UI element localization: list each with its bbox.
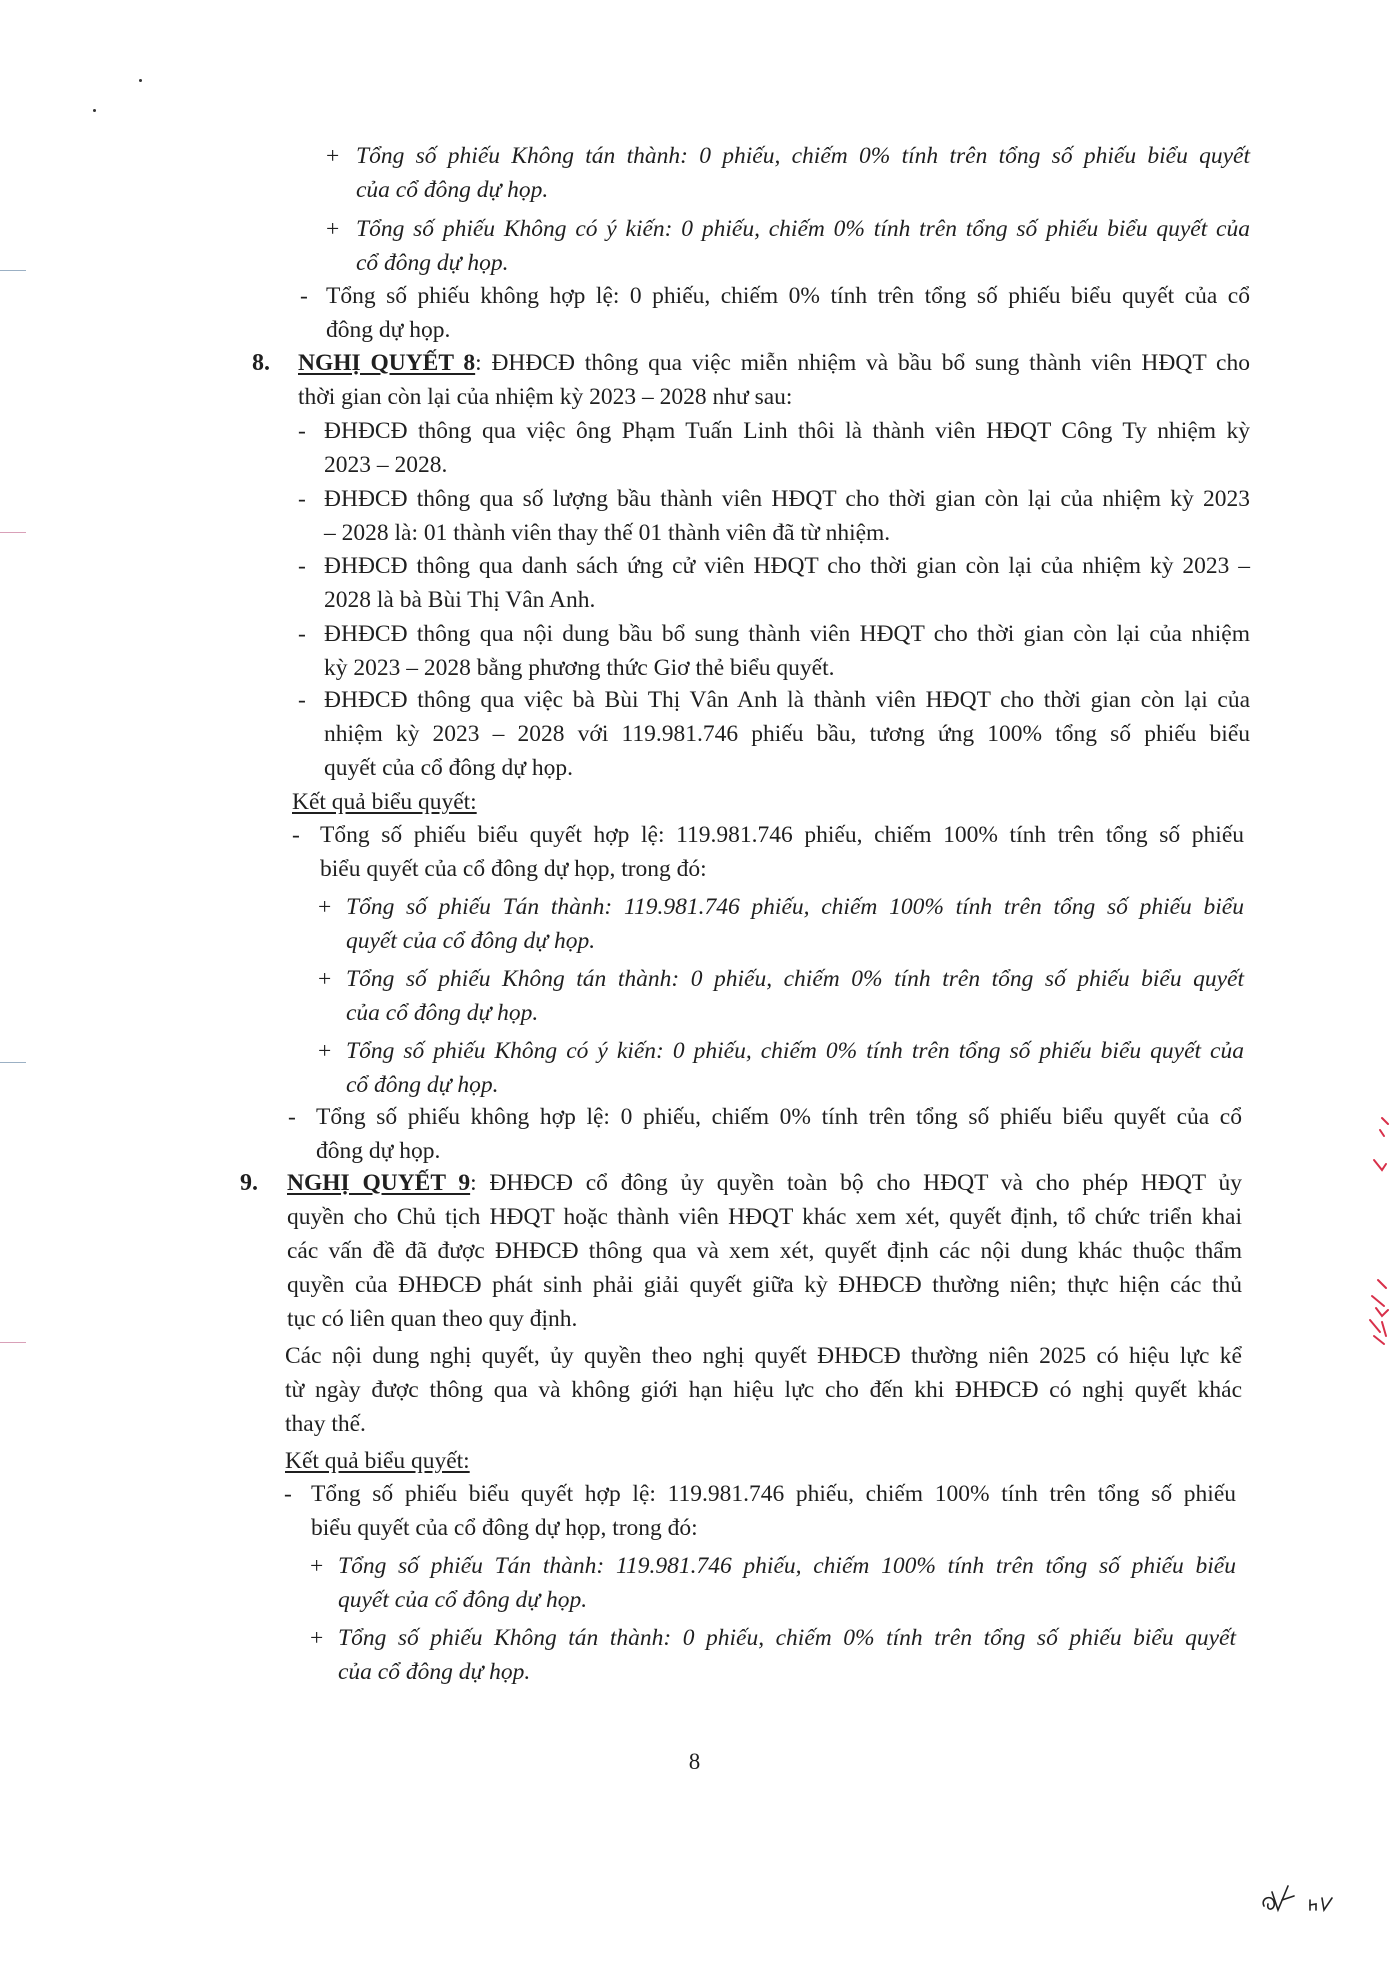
- binder-edge-mark: [0, 1342, 26, 1343]
- text-line: cổ đông dự họp.: [356, 250, 509, 276]
- text-line: – 2028 là: 01 thành viên thay thế 01 thành viên đã từ nhiệm.: [324, 520, 891, 546]
- text-line: Tổng số phiếu Tán thành: 119.981.746 phiếu, chiếm 100% tính trên tổng số phiếu biểu: [346, 894, 1244, 920]
- section-intro-line: [298, 346, 1250, 380]
- text-line: quyền cho Chủ tịch HĐQT hoặc thành viên HĐQT khác xem xét, quyết định, tổ chức triển khai: [287, 1204, 1242, 1230]
- text-line: đông dự họp.: [326, 317, 451, 343]
- text-line: Các nội dung nghị quyết, ủy quyền theo nghị quyết ĐHĐCĐ thường niên 2025 có hiệu lực kể: [285, 1343, 1242, 1369]
- text-line: của cổ đông dự họp.: [338, 1659, 531, 1685]
- text-line: nhiệm kỳ 2023 – 2028 với 119.981.746 phiếu bầu, tương ứng 100% tổng số phiếu biểu: [324, 721, 1250, 747]
- scan-speck: [93, 109, 96, 112]
- dash-marker: -: [300, 283, 308, 309]
- text-line: của cổ đông dự họp.: [356, 177, 549, 203]
- text-line: Tổng số phiếu không hợp lệ: 0 phiếu, chiếm 0% tính trên tổng số phiếu biểu quyết của cổ: [326, 283, 1250, 309]
- text-line: Tổng số phiếu Không tán thành: 0 phiếu, chiếm 0% tính trên tổng số phiếu biểu quyết: [346, 966, 1244, 992]
- text-line: ĐHĐCĐ thông qua số lượng bầu thành viên HĐQT cho thời gian còn lại của nhiệm kỳ 2023: [324, 486, 1250, 512]
- dash-marker: -: [292, 822, 300, 848]
- plus-marker: +: [310, 1553, 324, 1579]
- plus-marker: +: [310, 1625, 324, 1651]
- binder-edge-mark: [0, 532, 26, 533]
- text-line: Tổng số phiếu Tán thành: 119.981.746 phiếu, chiếm 100% tính trên tổng số phiếu biểu: [338, 1553, 1236, 1579]
- plus-marker: +: [318, 894, 332, 920]
- plus-marker: +: [326, 216, 340, 242]
- text-line: Tổng số phiếu biểu quyết hợp lệ: 119.981.746 phiếu, chiếm 100% tính trên tổng số phiếu: [320, 822, 1244, 848]
- dash-marker: -: [298, 621, 306, 647]
- seal-stamp-fragment: [1360, 1110, 1389, 1350]
- text-line: các vấn đề đã được ĐHĐCĐ thông qua và xem xét, quyết định các nội dung khác thuộc thẩm: [287, 1238, 1242, 1264]
- vote-result-label: Kết quả biểu quyết:: [285, 1448, 470, 1474]
- section-heading: NGHỊ QUYẾT 9: [287, 1170, 471, 1196]
- section-intro-line: [287, 1166, 1242, 1200]
- dash-marker: -: [298, 486, 306, 512]
- binder-edge-mark: [0, 1062, 26, 1063]
- initials-signature: [1258, 1880, 1348, 1920]
- text-line: từ ngày được thông qua và không giới hạn hiệu lực cho đến khi ĐHĐCĐ có nghị quyết khác: [285, 1377, 1242, 1403]
- dash-marker: -: [298, 418, 306, 444]
- section-intro-text: : ĐHĐCĐ cổ đông ủy quyền toàn bộ cho HĐQT và cho phép HĐQT ủy: [470, 1170, 1242, 1196]
- text-line: cổ đông dự họp.: [346, 1072, 499, 1098]
- text-line: quyết của cổ đông dự họp.: [338, 1587, 588, 1613]
- text-line: ĐHĐCĐ thông qua nội dung bầu bổ sung thành viên HĐQT cho thời gian còn lại của nhiệm: [324, 621, 1250, 647]
- text-line: tục có liên quan theo quy định.: [287, 1306, 578, 1332]
- text-line: kỳ 2023 – 2028 bằng phương thức Giơ thẻ biểu quyết.: [324, 655, 835, 681]
- dash-marker: -: [284, 1481, 292, 1507]
- dash-marker: -: [298, 687, 306, 713]
- text-line: Tổng số phiếu Không có ý kiến: 0 phiếu, chiếm 0% tính trên tổng số phiếu biểu quyết của: [346, 1038, 1244, 1064]
- plus-marker: +: [318, 1038, 332, 1064]
- text-line: quyết của cổ đông dự họp.: [346, 928, 596, 954]
- section-intro-text: : ĐHĐCĐ thông qua việc miễn nhiệm và bầu bổ sung thành viên HĐQT cho: [475, 350, 1250, 376]
- text-line: 2028 là bà Bùi Thị Vân Anh.: [324, 587, 596, 613]
- text-line: quyết của cổ đông dự họp.: [324, 755, 573, 781]
- text-line: Tổng số phiếu Không có ý kiến: 0 phiếu, chiếm 0% tính trên tổng số phiếu biểu quyết của: [356, 216, 1250, 242]
- vote-result-label: Kết quả biểu quyết:: [292, 789, 477, 815]
- text-line: 2023 – 2028.: [324, 452, 448, 478]
- binder-edge-mark: [0, 270, 26, 271]
- page-number: 8: [688, 1749, 701, 1774]
- text-line: thời gian còn lại của nhiệm kỳ 2023 – 2028 như sau:: [298, 384, 793, 410]
- section-number: 9.: [240, 1170, 258, 1196]
- text-line: Tổng số phiếu biểu quyết hợp lệ: 119.981.746 phiếu, chiếm 100% tính trên tổng số phiếu: [311, 1481, 1236, 1507]
- text-line: Tổng số phiếu Không tán thành: 0 phiếu, chiếm 0% tính trên tổng số phiếu biểu quyết: [356, 143, 1250, 169]
- plus-marker: +: [318, 966, 332, 992]
- text-line: đông dự họp.: [316, 1138, 441, 1164]
- text-line: ĐHĐCĐ thông qua danh sách ứng cử viên HĐQT cho thời gian còn lại của nhiệm kỳ 2023 –: [324, 553, 1250, 579]
- dash-marker: -: [288, 1104, 296, 1130]
- text-line: của cổ đông dự họp.: [346, 1000, 539, 1026]
- scan-speck: [139, 79, 142, 82]
- section-number: 8.: [252, 350, 270, 376]
- text-line: ĐHĐCĐ thông qua việc bà Bùi Thị Vân Anh là thành viên HĐQT cho thời gian còn lại của: [324, 687, 1250, 713]
- section-heading: NGHỊ QUYẾT 8: [298, 350, 476, 376]
- text-line: biểu quyết của cổ đông dự họp, trong đó:: [320, 856, 707, 882]
- text-line: biểu quyết của cổ đông dự họp, trong đó:: [311, 1515, 698, 1541]
- text-line: quyền của ĐHĐCĐ phát sinh phải giải quyết giữa kỳ ĐHĐCĐ thường niên; thực hiện các thủ: [287, 1272, 1242, 1298]
- text-line: ĐHĐCĐ thông qua việc ông Phạm Tuấn Linh thôi là thành viên HĐQT Công Ty nhiệm kỳ: [324, 418, 1250, 444]
- text-line: thay thế.: [285, 1411, 366, 1437]
- text-line: Tổng số phiếu Không tán thành: 0 phiếu, chiếm 0% tính trên tổng số phiếu biểu quyết: [338, 1625, 1236, 1651]
- plus-marker: +: [326, 143, 340, 169]
- text-line: Tổng số phiếu không hợp lệ: 0 phiếu, chiếm 0% tính trên tổng số phiếu biểu quyết của cổ: [316, 1104, 1242, 1130]
- dash-marker: -: [298, 553, 306, 579]
